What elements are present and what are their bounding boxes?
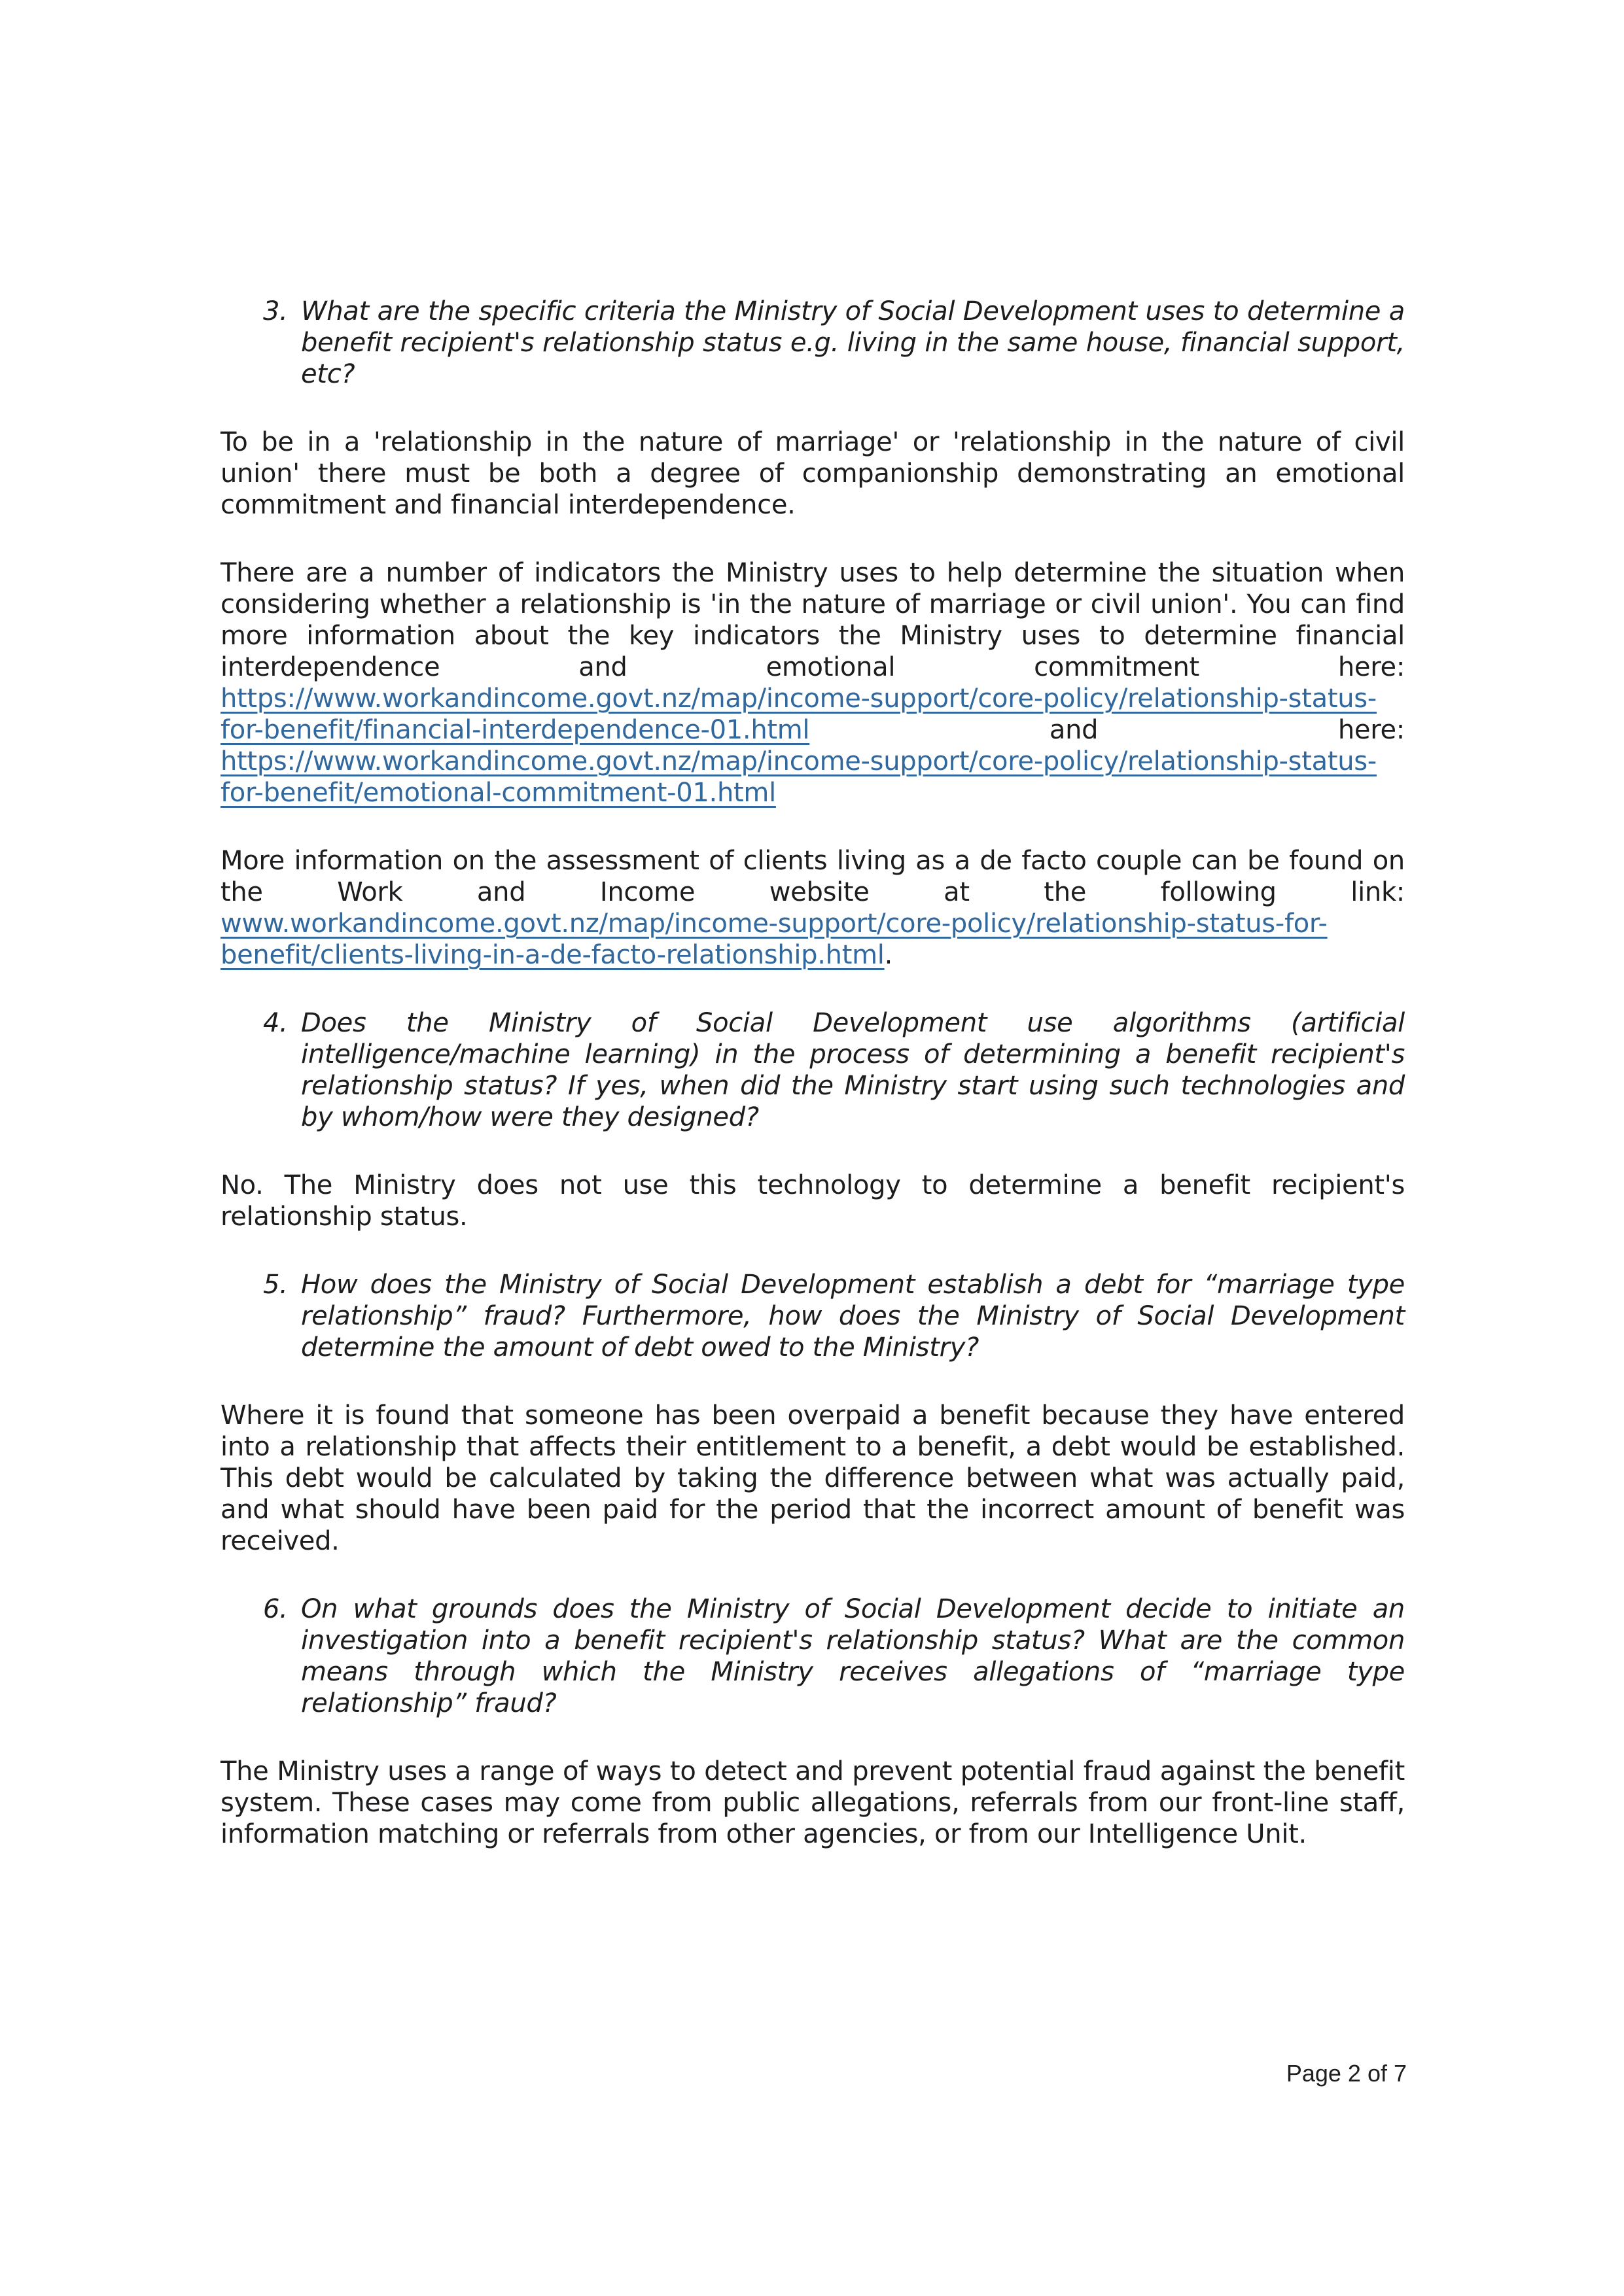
question-3-text: [301, 296, 1405, 390]
answer-3-paragraph-3: [221, 845, 1405, 971]
answer-6-text-run: The Ministry uses a range of ways to detect and prevent potential fraud against the benefit system. These cases may come from public allegations, referrals from our front-line staff, information matching or referrals from other agencies, or from our Intelligence Unit.: [221, 1756, 1405, 1849]
answer-3-paragraph-1: [221, 426, 1405, 521]
answer-4-text-run: No. The Ministry does not use this technology to determine a benefit recipient's relationship status.: [221, 1170, 1405, 1232]
answer-3-text-run: There are a number of indicators the Ministry uses to help determine the situation when considering whether a relationship is 'in the nature of marriage or civil union'. You can find more information about the key indicators the Ministry uses to determine financial interdependence and emotional commitment here:: [221, 558, 1405, 682]
question-6-text-run: On what grounds does the Ministry of Social Development decide to initiate an investigation into a benefit recipient's relationship status? What are the common means through which the Ministry receives allegations of “marriage type relationship” fraud?: [301, 1594, 1405, 1718]
question-6-number: 6.: [263, 1594, 288, 1624]
question-3-text-run: What are the specific criteria the Ministry of Social Development uses to determine a benefit recipient's relationship status e.g. living in the same house, financial support, etc?: [301, 296, 1405, 389]
question-4-number: 4.: [263, 1008, 288, 1038]
answer-3-text-run: and here:: [809, 715, 1405, 745]
de-facto-relationship-link[interactable]: www.workandincome.govt.nz/map/income-support/core-policy/relationship-status-for-benefit/clients-living-in-a-de-facto-relationship.html: [221, 909, 1328, 970]
question-6: [263, 1593, 1405, 1719]
financial-interdependence-link[interactable]: https://www.workandincome.govt.nz/map/income-support/core-policy/relationship-status-for-benefit/financial-interdependence-01.html: [221, 684, 1377, 745]
question-5-number: 5.: [263, 1270, 288, 1300]
answer-6-paragraph: [221, 1756, 1405, 1850]
answer-5-text-run: Where it is found that someone has been overpaid a benefit because they have entered into a relationship that affects their entitlement to a benefit, a debt would be established. This debt would be calculated by taking the difference between what was actually paid, and what should have been paid for the period that the incorrect amount of benefit was received.: [221, 1400, 1405, 1556]
question-4-text: [301, 1007, 1405, 1133]
answer-3-text-run: To be in a 'relationship in the nature of marriage' or 'relationship in the nature of civil union' there must be both a degree of companionship demonstrating an emotional commitment and financial interdependence.: [221, 427, 1405, 520]
question-5-text-run: How does the Ministry of Social Development establish a debt for “marriage type relationship” fraud? Furthermore, how does the Ministry of Social Development determine the amount of debt owed to the Ministry?: [301, 1270, 1405, 1363]
answer-3-paragraph-2: [221, 557, 1405, 809]
answer-4-paragraph: [221, 1170, 1405, 1232]
answer-3-text-run: .: [884, 940, 893, 970]
question-5-text: [301, 1269, 1405, 1363]
emotional-commitment-link[interactable]: https://www.workandincome.govt.nz/map/income-support/core-policy/relationship-status-for-benefit/emotional-commitment-01.html: [221, 746, 1377, 808]
question-6-text: [301, 1593, 1405, 1719]
question-4-text-run: Does the Ministry of Social Development use algorithms (artificial intelligence/machine learning) in the process of determining a benefit recipient's relationship status? If yes, when did the Ministry start using such technologies and by whom/how were they designed?: [301, 1008, 1405, 1132]
question-4: [263, 1007, 1405, 1133]
answer-3-text-run: More information on the assessment of clients living as a de facto couple can be found on the Work and Income website at the following link:: [221, 846, 1405, 907]
question-3: [263, 296, 1405, 390]
document-body: [221, 296, 1405, 1887]
question-3-number: 3.: [263, 296, 288, 326]
page-footer: [1286, 2059, 1407, 2088]
answer-5-paragraph: [221, 1400, 1405, 1557]
question-5: [263, 1269, 1405, 1363]
page-number: Page 2 of 7: [1286, 2060, 1407, 2087]
